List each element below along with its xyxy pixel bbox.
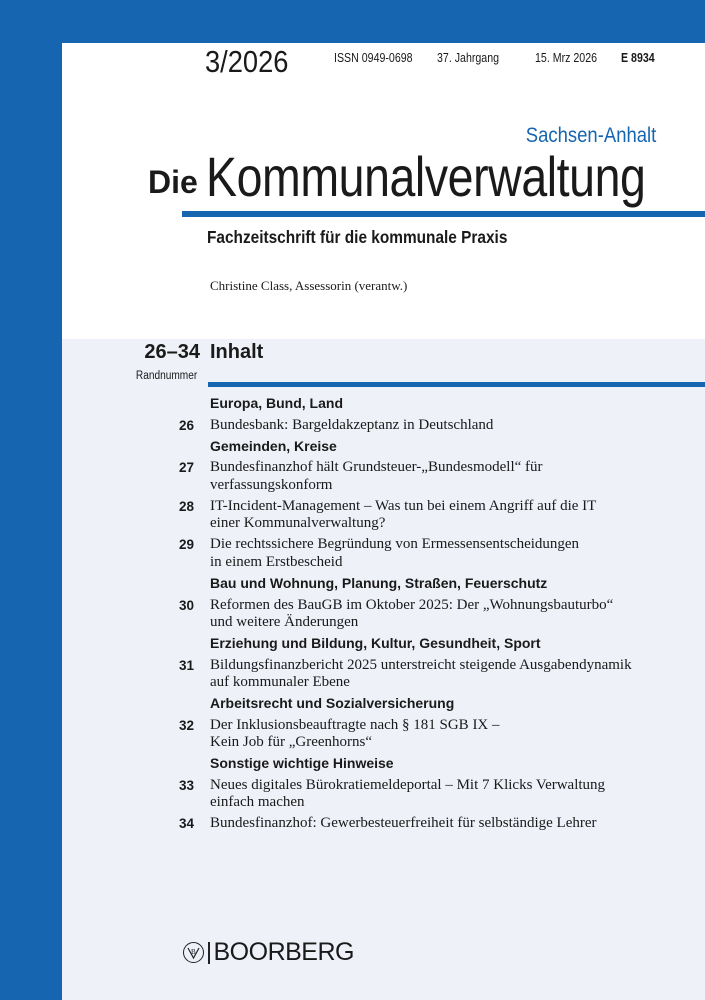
toc-entry (150, 717, 670, 752)
toc-entry-number: 32 (178, 717, 194, 733)
editor-credit: Christine Class, Assessorin (verantw.) (210, 278, 408, 293)
journal-title: Kommunalverwaltung (206, 145, 646, 208)
toc-section-heading: Europa, Bund, Land (210, 395, 343, 411)
publisher-logo (183, 938, 354, 967)
toc-entry-number: 27 (178, 460, 194, 476)
title-prefix: Die (148, 164, 198, 200)
postal-code: E 8934 (621, 51, 655, 65)
toc-entry-title: Neues digitales Bürokratiemeldeportal – Mit 7 Klicks Verwaltung einfach machen (210, 776, 606, 811)
left-color-bar (0, 0, 62, 1000)
toc-entry (150, 459, 670, 494)
volume: 37. Jahrgang (437, 51, 500, 65)
toc-entry-title: Der Inklusionsbeauftragte nach § 181 SGB IX – Kein Job für „Greenhorns“ (210, 716, 500, 751)
toc-range-label: Randnummer (135, 370, 198, 382)
toc-entry-title: Die rechtssichere Begründung von Ermessensentscheidungen in einem Erstbescheid (210, 536, 580, 570)
title-rule (182, 211, 705, 217)
toc-entry (150, 417, 670, 434)
publisher-mark-icon (183, 942, 204, 963)
toc-entry-title: Bildungsfinanzbericht 2025 unterstreicht steigende Ausgabendynamik auf kommunaler Ebene (210, 656, 632, 690)
toc-section-heading: Erziehung und Bildung, Kultur, Gesundheit, Sport (210, 635, 541, 652)
toc-section-heading: Arbeitsrecht und Sozialversicherung (210, 695, 455, 712)
toc-entry-number: 28 (178, 498, 194, 514)
toc-entry-number: 33 (178, 777, 194, 793)
toc-entry-title: Bundesfinanzhof hält Grundsteuer-„Bundesmodell“ für verfassungskonform (210, 459, 543, 493)
toc-entry-number: 30 (178, 597, 194, 613)
toc-entry-number: 26 (178, 417, 194, 433)
toc-entry (150, 597, 670, 632)
svg-text:B: B (191, 948, 196, 956)
region-label: Sachsen-Anhalt (525, 124, 656, 147)
toc-entry-number: 31 (178, 657, 194, 673)
toc-entry (150, 536, 670, 571)
toc-entry-number: 34 (178, 816, 194, 832)
table-of-contents (150, 391, 670, 833)
issue-date: 15. Mrz 2026 (535, 51, 598, 65)
top-color-bar (0, 0, 705, 43)
toc-rule (208, 382, 705, 387)
toc-section-heading: Sonstige wichtige Hinweise (210, 755, 394, 772)
toc-entry-title: Bundesfinanzhof: Gewerbesteuerfreiheit für selbständige Lehrer (210, 815, 597, 832)
logo-divider (208, 942, 210, 964)
toc-entry-number: 29 (178, 537, 194, 553)
journal-subtitle: Fachzeitschrift für die kommunale Praxis (207, 227, 508, 247)
publisher-name: BOORBERG (213, 938, 354, 966)
issue-number: 3/2026 (205, 44, 289, 79)
toc-entry-title: Reformen des BauGB im Oktober 2025: Der „Wohnungsbauturbo“ und weitere Änderungen (210, 596, 614, 630)
toc-range: 26–34 (144, 341, 200, 363)
toc-entry (150, 777, 670, 812)
toc-entry (150, 815, 670, 832)
toc-section-heading: Bau und Wohnung, Planung, Straßen, Feuerschutz (210, 575, 548, 592)
toc-entry-title: IT-Incident-Management – Was tun bei einem Angriff auf die IT einer Kommunalverwaltung? (210, 497, 597, 532)
toc-entry (150, 657, 670, 692)
toc-entry (150, 498, 670, 533)
toc-entry-title: Bundesbank: Bargeldakzeptanz in Deutschland (210, 416, 494, 433)
issn: ISSN 0949-0698 (334, 51, 413, 65)
toc-section-heading: Gemeinden, Kreise (210, 437, 337, 454)
toc-heading: Inhalt (210, 341, 264, 363)
